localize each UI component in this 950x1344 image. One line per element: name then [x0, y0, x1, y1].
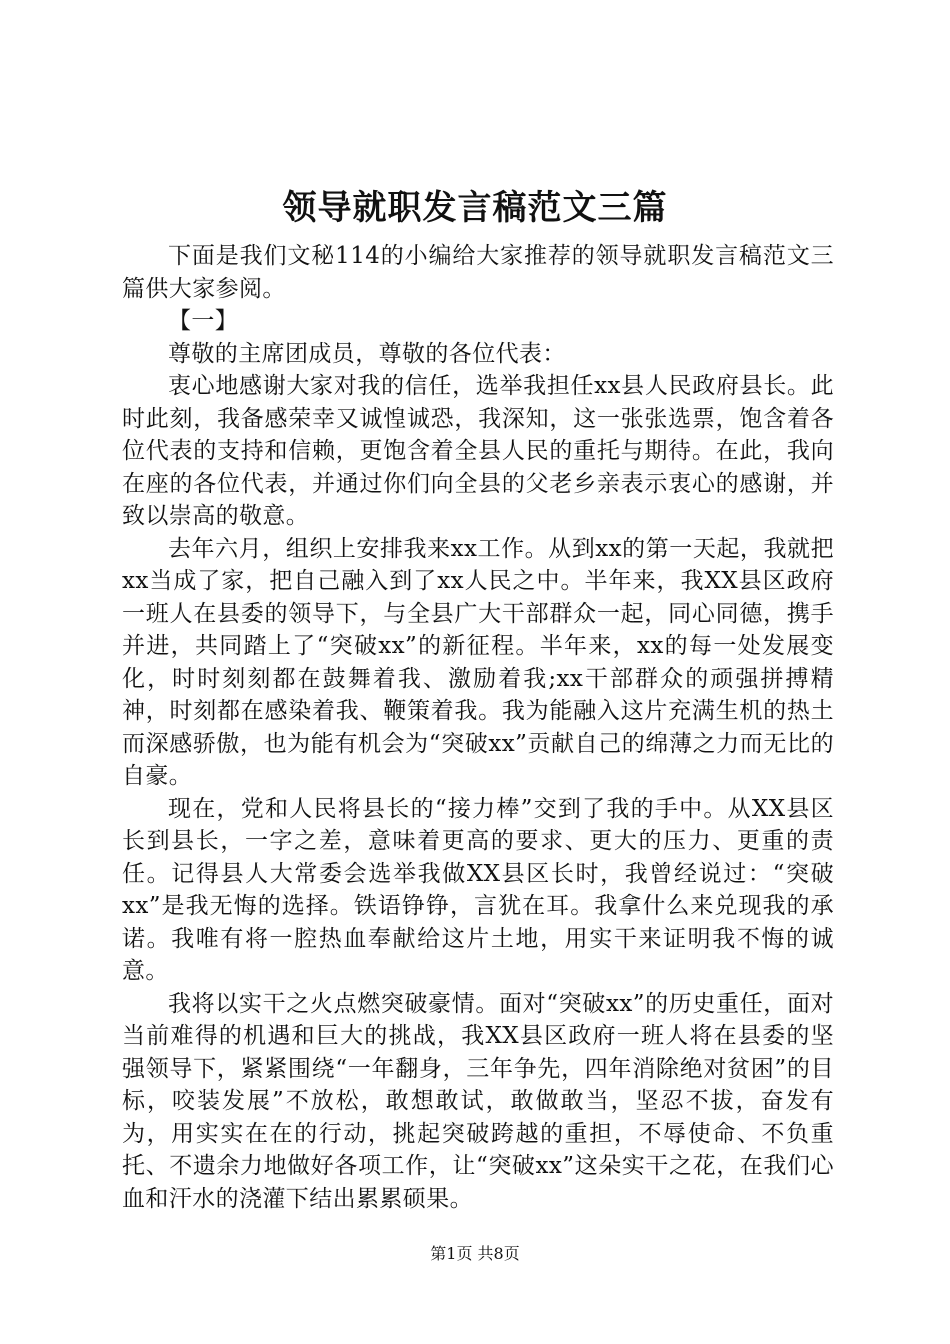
body-paragraph: 去年六月，组织上安排我来xx工作。从到xx的第一天起，我就把xx当成了家，把自己融入到了xx人民之中。半年来，我XX县区政府一班人在县委的领导下，与全县广大干部群众一起，同心同德，携手并进，共同踏上了“突破xx”的新征程。半年来，xx的每一处发展变化，时时刻刻都在鼓舞着我、激励着我;xx干部群众的顽强拼搏精神，时刻都在感染着我、鞭策着我。我为能融入这片充满生机的热土而深感骄傲，也为能有机会为“突破xx”贡献自己的绵薄之力而无比的自豪。	[122, 535, 834, 789]
body-paragraph: 现在，党和人民将县长的“接力棒”交到了我的手中。从XX县区长到县长，一字之差，意味着更高的要求、更大的压力、更重的责任。记得县人大常委会选举我做XX县区长时，我曾经说过：“突破xx”是我无悔的选择。铁语铮铮，言犹在耳。我拿什么来兑现我的承诺。我唯有将一腔热血奉献给这片土地，用实干来证明我不悔的诚意。	[122, 795, 834, 984]
intro-paragraph: 下面是我们文秘114的小编给大家推荐的领导就职发言稿范文三篇供大家参阅。	[122, 243, 834, 302]
document-title: 领导就职发言稿范文三篇	[282, 188, 668, 228]
salutation-paragraph: 尊敬的主席团成员，尊敬的各位代表：	[168, 340, 566, 367]
section-heading: 【一】	[168, 308, 239, 334]
document-body	[122, 240, 834, 1215]
body-paragraph: 我将以实干之火点燃突破豪情。面对“突破xx”的历史重任，面对当前难得的机遇和巨大的挑战，我XX县区政府一班人将在县委的坚强领导下，紧紧围绕“一年翻身，三年争先，四年消除绝对贫困”的目标，咬装发展”不放松，敢想敢试，敢做敢当，坚忍不拔，奋发有为，用实实在在的行动，挑起突破跨越的重担，不辱使命、不负重托、不遗余力地做好各项工作，让“突破xx”这朵实干之花，在我们心血和汗水的浇灌下结出累累硕果。	[122, 990, 834, 1212]
page-footer: 第1页 共8页	[430, 1244, 520, 1263]
body-paragraph: 衷心地感谢大家对我的信任，选举我担任xx县人民政府县长。此时此刻，我备感荣幸又诚惶诚恐，我深知，这一张张选票，饱含着各位代表的支持和信赖，更饱含着全县人民的重托与期待。在此，我向在座的各位代表，并通过你们向全县的父老乡亲表示衷心的感谢，并致以崇高的敬意。	[122, 373, 834, 529]
